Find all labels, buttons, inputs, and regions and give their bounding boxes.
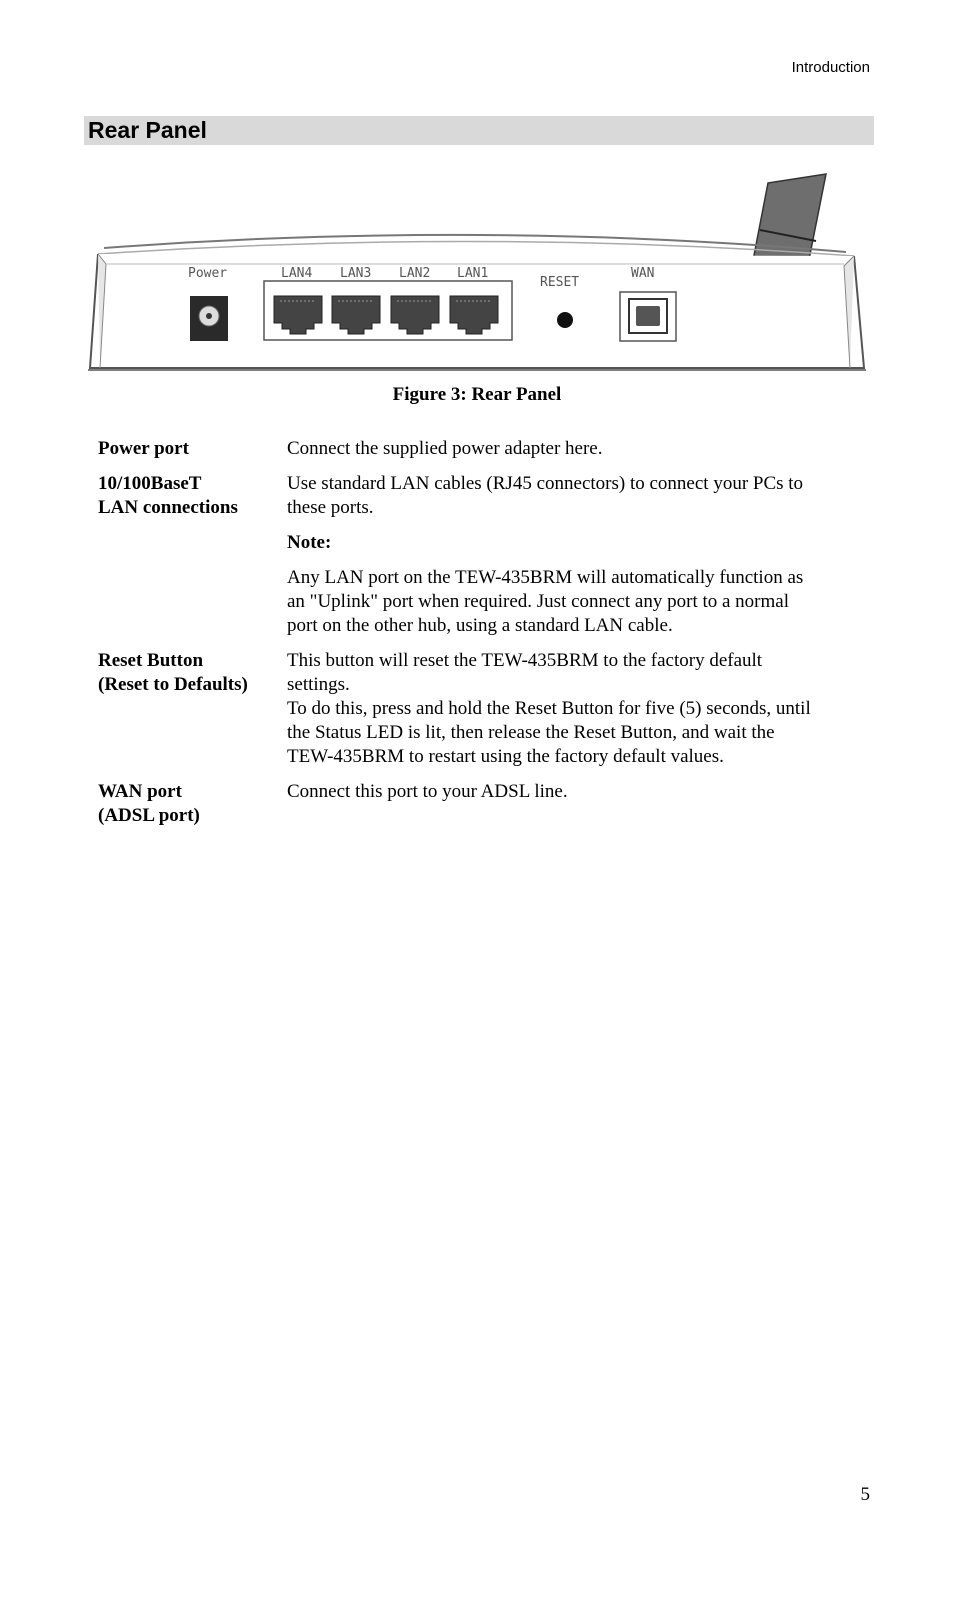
running-header: Introduction bbox=[791, 59, 870, 76]
term-line: 10/100BaseT bbox=[98, 473, 202, 494]
term-line: Power port bbox=[98, 438, 189, 459]
desc-line: Connect this port to your ADSL line. bbox=[287, 781, 568, 802]
power-label: Power bbox=[188, 266, 228, 281]
term-wan-port bbox=[98, 780, 287, 828]
desc-line: Any LAN port on the TEW-435BRM will automatically function as bbox=[287, 567, 804, 588]
desc-line: these ports. bbox=[287, 497, 374, 518]
desc-line: the Status LED is lit, then release the Reset Button, and wait the bbox=[287, 722, 775, 743]
lan3-label: LAN3 bbox=[340, 266, 372, 281]
page-number: 5 bbox=[860, 1484, 870, 1505]
desc-lan-connections bbox=[287, 472, 867, 638]
term-line: WAN port bbox=[98, 781, 182, 802]
note-heading bbox=[287, 531, 867, 555]
desc-line: Note: bbox=[287, 532, 332, 553]
term-line: (Reset to Defaults) bbox=[98, 674, 248, 695]
housing-top-curve bbox=[104, 235, 846, 252]
definition-row-wan bbox=[98, 780, 868, 828]
desc-wan-port bbox=[287, 780, 867, 828]
section-heading-bar bbox=[84, 116, 874, 145]
desc-paragraph bbox=[287, 437, 867, 461]
desc-paragraph bbox=[287, 472, 867, 520]
desc-line: an "Uplink" port when required. Just connect any port to a normal bbox=[287, 591, 789, 612]
rear-panel-figure bbox=[84, 168, 874, 376]
desc-reset-button bbox=[287, 649, 867, 769]
reset-button bbox=[557, 312, 573, 328]
desc-line: To do this, press and hold the Reset Button for five (5) seconds, until bbox=[287, 698, 811, 719]
desc-power-port bbox=[287, 437, 867, 461]
wan-port-socket bbox=[636, 306, 660, 326]
desc-line: Use standard LAN cables (RJ45 connectors) to connect your PCs to bbox=[287, 473, 804, 494]
desc-paragraph bbox=[287, 780, 867, 804]
term-line: Reset Button bbox=[98, 650, 204, 671]
wan-label: WAN bbox=[631, 266, 655, 281]
power-port-pin bbox=[206, 313, 212, 319]
lan4-label: LAN4 bbox=[281, 266, 313, 281]
desc-line: TEW-435BRM to restart using the factory default values. bbox=[287, 746, 724, 767]
definition-row-lan bbox=[98, 472, 868, 638]
port-definition-list bbox=[98, 437, 868, 839]
definition-row-power bbox=[98, 437, 868, 461]
term-lan-connections bbox=[98, 472, 287, 638]
lan1-label: LAN1 bbox=[457, 266, 489, 281]
lan2-label: LAN2 bbox=[399, 266, 431, 281]
figure-caption: Figure 3: Rear Panel bbox=[392, 384, 562, 405]
desc-line: Connect the supplied power adapter here. bbox=[287, 438, 603, 459]
desc-line: settings. bbox=[287, 674, 350, 695]
rear-panel-illustration bbox=[84, 168, 874, 376]
term-power-port bbox=[98, 437, 287, 461]
term-reset-button bbox=[98, 649, 287, 769]
desc-line: This button will reset the TEW-435BRM to the factory default bbox=[287, 650, 763, 671]
term-line: (ADSL port) bbox=[98, 805, 200, 826]
desc-paragraph bbox=[287, 649, 867, 769]
section-title: Rear Panel bbox=[88, 117, 207, 143]
definition-row-reset bbox=[98, 649, 868, 769]
desc-line: port on the other hub, using a standard LAN cable. bbox=[287, 615, 673, 636]
note-paragraph bbox=[287, 566, 867, 638]
reset-label: RESET bbox=[540, 275, 580, 290]
term-line: LAN connections bbox=[98, 497, 238, 518]
